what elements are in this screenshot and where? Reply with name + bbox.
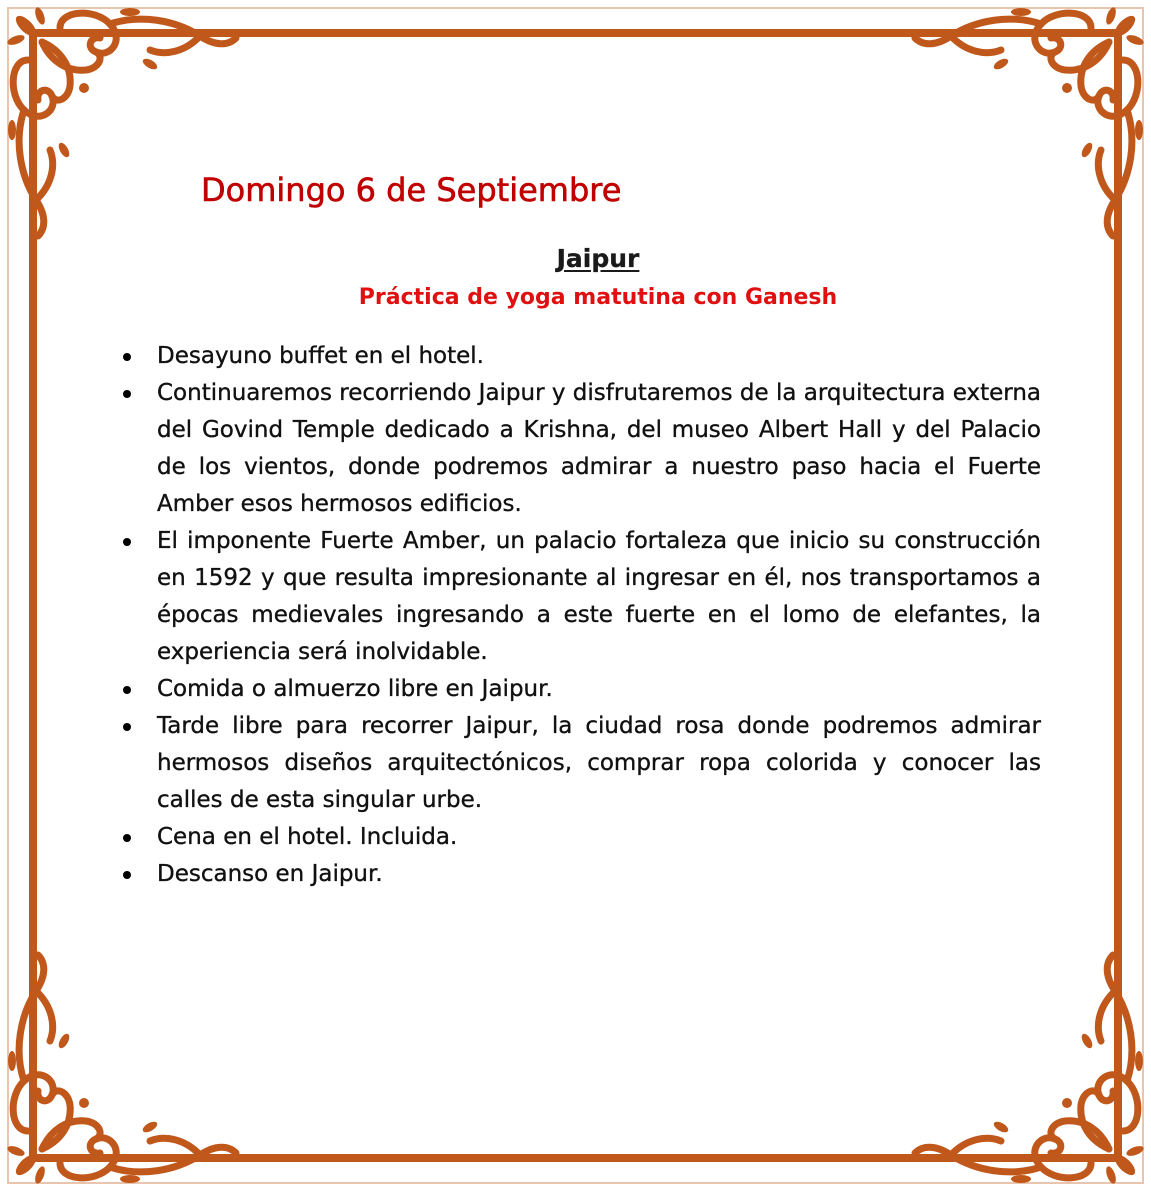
corner-ornament-top-right [915, 6, 1145, 236]
list-item [157, 338, 1041, 375]
itinerary-list [157, 338, 1041, 893]
list-item-text: Tarde libre para recorrer Jaipur, la ciudad rosa donde podremos admirar hermosos diseños arquitectónicos, comprar ropa colorida y conocer las calles de esta singular urbe. [157, 713, 1041, 813]
list-item-text: Desayuno buffet en el hotel. [157, 343, 484, 369]
corner-ornament-bottom-left [6, 955, 236, 1185]
list-item [157, 708, 1041, 819]
bullet-icon [123, 538, 131, 546]
list-item-text: El imponente Fuerte Amber, un palacio fortaleza que inicio su construcción en 1592 y que resulta impresionante al ingresar en él, nos transportamos a épocas medievales ingresando a este fuerte en el lomo de elefantes, la experiencia será inolvidable. [157, 528, 1041, 665]
bullet-icon [123, 834, 131, 842]
list-item-text: Comida o almuerzo libre en Jaipur. [157, 676, 553, 702]
list-item-text: Descanso en Jaipur. [157, 861, 383, 887]
bullet-icon [123, 353, 131, 361]
bullet-icon [123, 686, 131, 694]
activity-heading: Práctica de yoga matutina con Ganesh [358, 285, 838, 310]
list-item [157, 375, 1041, 523]
list-item [157, 856, 1041, 893]
list-item [157, 523, 1041, 671]
city-heading: Jaipur [556, 244, 640, 273]
list-item [157, 819, 1041, 856]
bullet-icon [123, 723, 131, 731]
list-item [157, 671, 1041, 708]
page-title: Domingo 6 de Septiembre [201, 171, 622, 209]
corner-ornament-bottom-right [915, 955, 1145, 1185]
bullet-icon [123, 390, 131, 398]
list-item-text: Continuaremos recorriendo Jaipur y disfrutaremos de la arquitectura externa del Govind Temple dedicado a Krishna, del museo Albert Hall y del Palacio de los vientos, donde podremos admirar a nuestro paso hacia el Fuerte Amber esos hermosos edificios. [157, 380, 1041, 517]
bullet-icon [123, 871, 131, 879]
list-item-text: Cena en el hotel. Incluida. [157, 824, 458, 850]
